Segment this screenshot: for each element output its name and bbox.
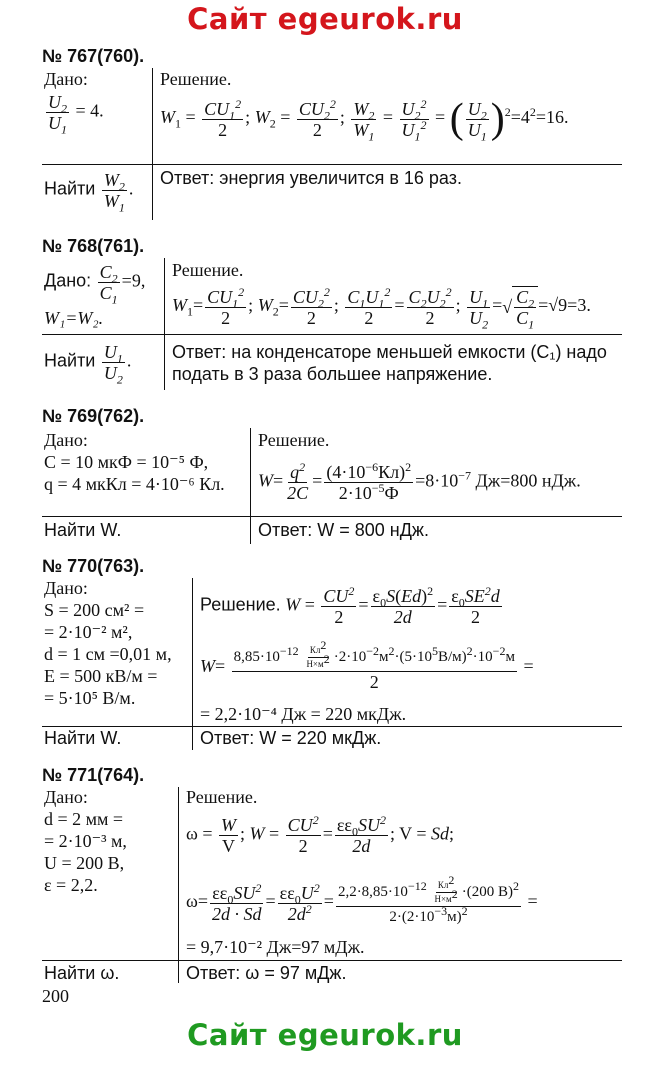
answer: Ответ: W = 220 мкДж. [200,728,382,748]
solution-label: Решение. [172,260,244,280]
solution-expanded: W= $8,85\cdot 10^{-12}$ $\frac{Кл^2}{Н\times м^2}$ $\cdot 2\cdot 10^{-2}м^2\cdot(5\cdot 10^5В/м)^2\cdot 10^{-2}м$ 2 = [200,638,534,692]
find-label: Найти $\frac{U_1}{U_2}$ . [44,342,132,387]
solution-formula: $W_1$ = $\frac{CU_1^2}{2}$ ; $W_2$ = $\frac{CU_2^2}{2}$ ; $\frac{W_2}{W_1}$ = $\frac{U_2^2}{U_1^2}$ = ( $\frac{U_2}{U_1}$ )$^2=4^2=16$. [160,96,569,144]
answer-line-1: Ответ: на конденсаторе меньшей емкости (C₁) надо [172,342,607,362]
site-footer: Сайт egeurok.ru [187,1018,463,1052]
solution-formula: W= $\frac{q^2}{2C}$ = $\frac{(4\cdot 10^{-6}Кл)^2}{2\cdot 10^{-5}Ф}$ $=8\cdot 10^{-7}$ Дж=800 нДж. [258,460,581,503]
solution-formula: Решение. W = $\frac{CU^2}{2}$ = $\frac{\varepsilon_0S(Ed)^2}{2d}$ = $\frac{\varepsilon_0SE^2d}{2}$ [200,584,500,627]
divider [42,334,622,335]
given-line: S = 200 см² = [44,600,145,620]
find-label: Найти ω. [44,963,120,983]
divider [152,68,153,220]
divider [42,960,622,961]
given-line: = 2·10⁻³ м, [44,831,127,851]
given-line: = 2·10⁻² м², [44,622,133,642]
given-line: d = 1 см =0,01 м, [44,644,172,664]
divider [42,726,622,727]
answer-line-2: подать в 3 раза большее напряжение. [172,364,493,384]
given-line: E = 500 кВ/м = [44,666,158,686]
problem-number: № 771(764). [42,765,145,785]
solution-label: Решение. [258,430,330,450]
solution-label: Решение. [186,787,258,807]
solution-result: = 2,2·10⁻⁴ Дж = 220 мкДж. [200,704,407,724]
answer: Ответ: W = 800 нДж. [258,520,429,540]
divider [178,787,179,983]
divider [250,428,251,544]
divider [192,578,193,750]
problem-number: № 769(762). [42,406,145,426]
given-label: Дано: [44,69,88,89]
problem-number: № 770(763). [42,556,145,576]
given-line: ε = 2,2. [44,875,98,895]
given-line: U = 200 В, [44,853,125,873]
page-number: 200 [42,986,69,1006]
solution-formula: $W_1=$ $\frac{CU_1^2}{2}$ ; $W_2=$ $\frac{CU_2^2}{2}$ ; $\frac{C_1U_1^2}{2}$ = $\frac{C_2U_2^2}{2}$ ; $\frac{U_1}{U_2}$ =√ $\frac{C_2}{C_1}$ =√9=3. [172,284,591,332]
given-line: W₁=W₂. [44,308,104,328]
solution-formula: ω = $\frac{W}{V}$ ; W = $\frac{CU^2}{2}$ = $\frac{\varepsilon\varepsilon_0SU^2}{2d}$ ; V = Sd; [186,813,454,856]
divider [42,164,622,165]
answer: Ответ: ω = 97 мДж. [186,963,347,983]
find-label: Найти W. [44,520,122,540]
solution-expanded: ω= $\frac{\varepsilon\varepsilon_0SU^2}{2d \cdot Sd}$ = $\frac{\varepsilon\varepsilon_0U^2}{2d^2}$ = $2,2\cdot 8,85\cdot 10^{-12}$ $\frac{Кл^2}{Н\times м^2}$ ·(200 В)$^2$ $2\cdot(2\cdot 10^{-3}м)^2$ = [186,873,538,925]
given-label: Дано: [44,578,88,598]
given-label: Дано: [44,430,88,450]
solution-result: = 9,7·10⁻² Дж=97 мДж. [186,937,365,957]
given-ratio: $\frac{U_2}{U_1}$ = 4. [48,92,104,137]
solution-label: Решение. [160,69,232,89]
given-label: Дано: [44,787,88,807]
problem-number: № 767(760). [42,46,145,66]
answer: Ответ: энергия увеличится в 16 раз. [160,168,462,188]
given-line: C = 10 мкФ = 10⁻⁵ Ф, [44,452,209,472]
site-header: Сайт egeurok.ru [187,2,463,36]
given-line: d = 2 мм = [44,809,124,829]
find-label: Найти W. [44,728,122,748]
divider [42,516,622,517]
given-block: Дано: $\frac{C_2}{C_1}$ =9, [44,262,146,307]
problem-number: № 768(761). [42,236,145,256]
given-line: q = 4 мкКл = 4·10⁻⁶ Кл. [44,474,225,494]
given-line: = 5·10⁵ В/м. [44,688,136,708]
divider [164,258,165,390]
find-label: Найти $\frac{W_2}{W_1}$ . [44,170,134,215]
